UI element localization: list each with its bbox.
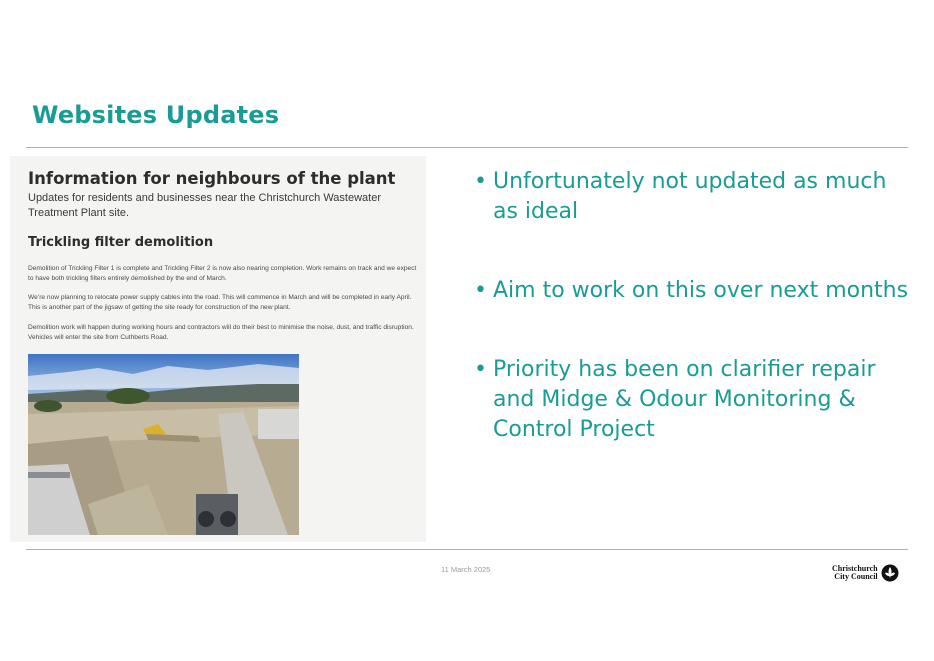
top-divider [26, 147, 908, 148]
logo-wordmark [832, 565, 878, 582]
footer-date: 11 March 2025 [441, 565, 491, 574]
webpage-screenshot [10, 156, 426, 542]
bottom-divider [26, 549, 908, 550]
webpage-paragraph: Demolition of Trickling Filter 1 is complete and Trickling Filter 2 is now also nearing completion. Work remains on track and we expect to have both trickling filters entirely demolished by the end of March. [28, 265, 417, 282]
logo-line1: Christchurch [832, 563, 878, 573]
bullet-list [474, 167, 914, 494]
demolition-site-photo [28, 354, 299, 535]
webpage-subheading: Updates for residents and businesses near the Christchurch Wastewater Treatment Plant site. [28, 192, 381, 219]
webpage-paragraph: Demolition work will happen during working hours and contractors will do their best to minimise the noise, dust, and traffic disruption. Vehicles will enter the site from Cuthberts Road. [28, 324, 414, 341]
bullet-item: • Aim to work on this over next months [474, 276, 914, 306]
slide-title: Websites Updates [32, 101, 280, 129]
logo-line2: City Council [834, 572, 878, 581]
webpage-paragraph: We’re now planning to relocate power supply cables into the road. This will commence in March and will be completed in early April. This is another part of the jigsaw of getting the site ready for construction of the new plant. [28, 294, 412, 311]
bullet-item: • Priority has been on clarifier repair and Midge & Odour Monitoring & Control Project [474, 355, 914, 445]
webpage-heading: Information for neighbours of the plant [28, 169, 396, 188]
bullet-item: • Unfortunately not updated as much as ideal [474, 167, 914, 227]
council-logo [832, 563, 899, 583]
webpage-section-title: Trickling filter demolition [28, 235, 214, 250]
christchurch-logo-icon [881, 564, 899, 582]
